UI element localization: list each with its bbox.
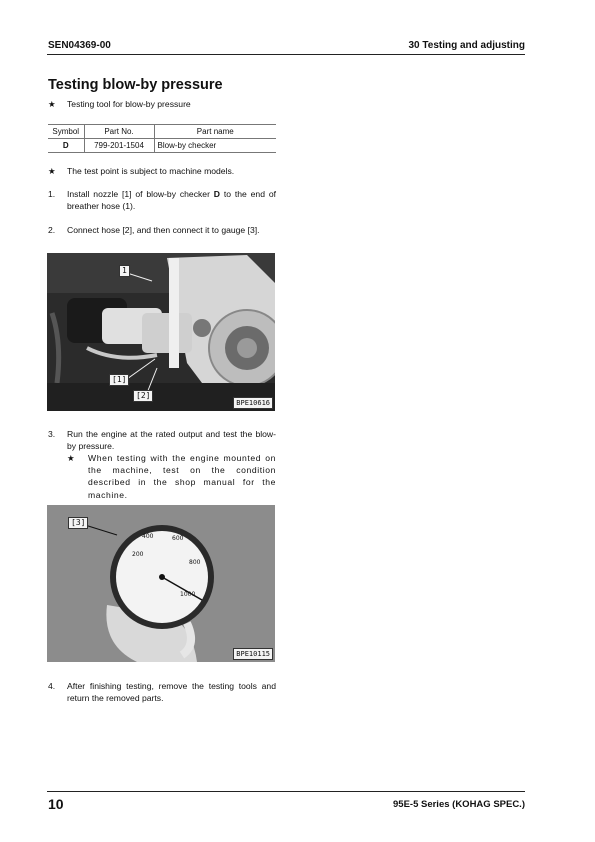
step-text: After finishing testing, remove the testing tools and return the removed parts. xyxy=(67,681,276,704)
step-text xyxy=(67,188,276,212)
gauge-tick-800: 800 xyxy=(189,559,201,566)
tool-intro-text: Testing tool for blow-by pressure xyxy=(67,99,191,109)
col-part-no: Part No. xyxy=(84,125,154,139)
step-number: 1. xyxy=(48,189,56,199)
table-header-row xyxy=(48,125,276,139)
engine-photo-illustration xyxy=(47,253,275,411)
gauge-tick-400: 400 xyxy=(142,533,154,540)
doc-number: SEN04369-00 xyxy=(48,40,111,51)
note-machine-models xyxy=(48,165,276,177)
step-text: Run the engine at the rated output and test the blow-by pressure. xyxy=(67,429,276,452)
note-text: The test point is subject to machine models. xyxy=(67,166,235,176)
section-title: 30 Testing and adjusting xyxy=(408,40,525,51)
photo-code: BPE10616 xyxy=(233,397,273,409)
table-row xyxy=(48,139,276,153)
step-number: 3. xyxy=(48,429,56,439)
step-2 xyxy=(48,224,276,236)
tool-table xyxy=(48,124,276,153)
step-text: Connect hose [2], and then connect it to gauge [3]. xyxy=(67,225,260,235)
footer-series: 95E-5 Series (KOHAG SPEC.) xyxy=(393,799,525,810)
photo-engine-nozzle xyxy=(47,253,275,411)
photo-label-hose2: [2] xyxy=(133,390,153,402)
step-text-part: to the end of breather hose (1). xyxy=(67,189,276,212)
step-number: 4. xyxy=(48,681,56,691)
photo-code: BPE10115 xyxy=(233,648,273,660)
page-title: Testing blow-by pressure xyxy=(48,77,223,93)
cell-part-no: 799-201-1504 xyxy=(84,139,154,153)
cell-symbol: D xyxy=(48,139,84,153)
step-text-part: Install nozzle [1] of blow-by checker xyxy=(67,189,214,199)
star-icon: ★ xyxy=(48,99,56,109)
star-icon: ★ xyxy=(67,453,75,463)
step-3-note xyxy=(67,452,276,501)
gauge-tick-600: 600 xyxy=(172,535,184,542)
step-number: 2. xyxy=(48,225,56,235)
step-4 xyxy=(48,680,276,704)
cell-part-name: Blow-by checker xyxy=(154,139,276,153)
photo-label-nozzle: [1] xyxy=(109,374,129,386)
col-part-name: Part name xyxy=(154,125,276,139)
gauge-tick-1000: 1000 xyxy=(180,591,196,598)
page-number: 10 xyxy=(48,796,64,812)
tool-intro xyxy=(48,98,276,110)
note-text: When testing with the engine mounted on the machine, test on the condition described in the shop manual for the machine. xyxy=(88,453,276,500)
footer-rule xyxy=(47,791,525,792)
step-1 xyxy=(48,188,276,212)
photo-gauge xyxy=(47,505,275,662)
photo-label-gauge: [3] xyxy=(68,517,88,529)
header-rule xyxy=(47,54,525,55)
photo-label-hose: 1 xyxy=(119,265,130,277)
step-symbol: D xyxy=(213,189,220,199)
col-symbol: Symbol xyxy=(48,125,84,139)
step-3 xyxy=(48,428,276,452)
star-icon: ★ xyxy=(48,166,56,176)
gauge-tick-200: 200 xyxy=(132,551,144,558)
